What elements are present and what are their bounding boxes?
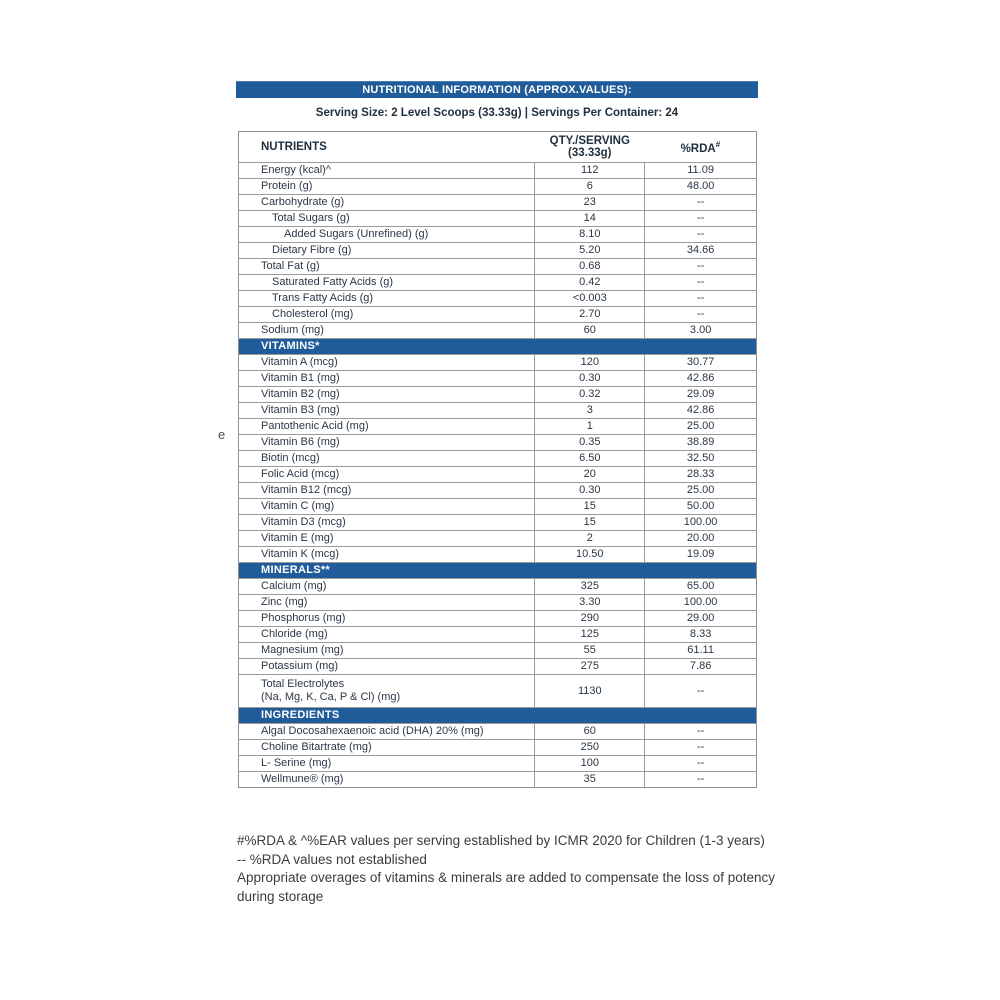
table-row bbox=[239, 163, 757, 179]
row-rda: 38.89 bbox=[645, 435, 757, 451]
table-row bbox=[239, 243, 757, 259]
row-rda: 29.00 bbox=[645, 611, 757, 627]
row-rda: 30.77 bbox=[645, 355, 757, 371]
rda-header-superscript: # bbox=[715, 139, 721, 149]
table-row bbox=[239, 467, 757, 483]
row-rda: -- bbox=[645, 275, 757, 291]
table-row bbox=[239, 740, 757, 756]
row-label: Vitamin C (mg) bbox=[239, 499, 535, 515]
row-qty: 112 bbox=[535, 163, 645, 179]
row-rda: 34.66 bbox=[645, 243, 757, 259]
row-qty: 125 bbox=[535, 627, 645, 643]
table-row bbox=[239, 419, 757, 435]
table-row bbox=[239, 275, 757, 291]
banner-title: NUTRITIONAL INFORMATION (APPROX.VALUES): bbox=[362, 84, 632, 96]
table-row bbox=[239, 531, 757, 547]
row-label: Cholesterol (mg) bbox=[239, 307, 535, 323]
row-label: Trans Fatty Acids (g) bbox=[239, 291, 535, 307]
row-rda: 61.11 bbox=[645, 643, 757, 659]
table-row bbox=[239, 515, 757, 531]
table-row bbox=[239, 579, 757, 595]
nutrition-table bbox=[238, 131, 757, 788]
table-header-row bbox=[239, 132, 757, 163]
row-label-line1: Total Electrolytes bbox=[261, 678, 345, 691]
footnote-overages: Appropriate overages of vitamins & minerals are added to compensate the loss of potency during storage bbox=[237, 870, 776, 904]
row-label: L- Serine (mg) bbox=[239, 756, 535, 772]
row-rda: -- bbox=[645, 211, 757, 227]
section-row bbox=[239, 708, 757, 724]
row-rda: 20.00 bbox=[645, 531, 757, 547]
table-row bbox=[239, 403, 757, 419]
row-qty: 3.30 bbox=[535, 595, 645, 611]
nutrition-table-container bbox=[238, 131, 757, 788]
row-rda: 11.09 bbox=[645, 163, 757, 179]
table-row bbox=[239, 499, 757, 515]
row-label: Wellmune® (mg) bbox=[239, 772, 535, 788]
table-row bbox=[239, 211, 757, 227]
table-row bbox=[239, 259, 757, 275]
row-rda: 50.00 bbox=[645, 499, 757, 515]
row-qty: 0.32 bbox=[535, 387, 645, 403]
row-label: Chloride (mg) bbox=[239, 627, 535, 643]
nutritional-info-banner bbox=[236, 81, 758, 98]
row-label: Protein (g) bbox=[239, 179, 535, 195]
row-label: Vitamin B2 (mg) bbox=[239, 387, 535, 403]
row-qty: 0.68 bbox=[535, 259, 645, 275]
table-row bbox=[239, 371, 757, 387]
row-qty: 10.50 bbox=[535, 547, 645, 563]
row-label: Carbohydrate (g) bbox=[239, 195, 535, 211]
row-qty: 55 bbox=[535, 643, 645, 659]
row-qty: 8.10 bbox=[535, 227, 645, 243]
table-row bbox=[239, 387, 757, 403]
row-qty: 60 bbox=[535, 323, 645, 339]
table-row bbox=[239, 659, 757, 675]
row-qty: 0.35 bbox=[535, 435, 645, 451]
row-label: Phosphorus (mg) bbox=[239, 611, 535, 627]
row-qty: 100 bbox=[535, 756, 645, 772]
row-rda: -- bbox=[645, 740, 757, 756]
row-qty: 290 bbox=[535, 611, 645, 627]
table-row bbox=[239, 611, 757, 627]
nutrition-table-body bbox=[239, 163, 757, 788]
row-rda: 25.00 bbox=[645, 483, 757, 499]
table-row bbox=[239, 595, 757, 611]
row-qty: 6 bbox=[535, 179, 645, 195]
row-qty: 3 bbox=[535, 403, 645, 419]
table-row bbox=[239, 724, 757, 740]
row-label: Dietary Fibre (g) bbox=[239, 243, 535, 259]
row-rda: 3.00 bbox=[645, 323, 757, 339]
row-label: Zinc (mg) bbox=[239, 595, 535, 611]
row-rda: -- bbox=[645, 756, 757, 772]
row-qty: 2 bbox=[535, 531, 645, 547]
table-row bbox=[239, 307, 757, 323]
row-rda: -- bbox=[645, 195, 757, 211]
table-row bbox=[239, 643, 757, 659]
row-rda: -- bbox=[645, 675, 757, 708]
row-label-line2: (Na, Mg, K, Ca, P & Cl) (mg) bbox=[261, 691, 401, 703]
row-qty: 0.30 bbox=[535, 483, 645, 499]
table-row bbox=[239, 195, 757, 211]
column-header-nutrients: NUTRIENTS bbox=[261, 141, 327, 153]
footnotes-block bbox=[237, 832, 789, 907]
row-label: Vitamin K (mcg) bbox=[239, 547, 535, 563]
row-rda: 29.09 bbox=[645, 387, 757, 403]
row-rda: 25.00 bbox=[645, 419, 757, 435]
section-header: VITAMINS* bbox=[239, 339, 757, 355]
section-row bbox=[239, 563, 757, 579]
row-qty: 15 bbox=[535, 515, 645, 531]
section-header: INGREDIENTS bbox=[239, 708, 757, 724]
serving-size-line: Serving Size: 2 Level Scoops (33.33g) | Servings Per Container: 24 bbox=[315, 107, 679, 119]
table-row bbox=[239, 547, 757, 563]
table-row bbox=[239, 179, 757, 195]
row-rda: -- bbox=[645, 307, 757, 323]
table-row bbox=[239, 227, 757, 243]
row-qty: <0.003 bbox=[535, 291, 645, 307]
row-label: Calcium (mg) bbox=[239, 579, 535, 595]
table-row bbox=[239, 675, 757, 708]
row-qty: 0.42 bbox=[535, 275, 645, 291]
row-label: Vitamin E (mg) bbox=[239, 531, 535, 547]
row-label: Sodium (mg) bbox=[239, 323, 535, 339]
row-rda: 100.00 bbox=[645, 515, 757, 531]
row-label bbox=[239, 675, 535, 708]
row-rda: 32.50 bbox=[645, 451, 757, 467]
table-row bbox=[239, 756, 757, 772]
edge-text-artifact: e bbox=[218, 427, 226, 442]
row-rda: -- bbox=[645, 772, 757, 788]
row-qty: 23 bbox=[535, 195, 645, 211]
row-label: Pantothenic Acid (mg) bbox=[239, 419, 535, 435]
row-rda: 7.86 bbox=[645, 659, 757, 675]
section-row bbox=[239, 339, 757, 355]
column-header-rda bbox=[645, 132, 757, 163]
table-row bbox=[239, 451, 757, 467]
row-rda: 48.00 bbox=[645, 179, 757, 195]
row-qty: 2.70 bbox=[535, 307, 645, 323]
row-label: Biotin (mcg) bbox=[239, 451, 535, 467]
row-label: Vitamin D3 (mcg) bbox=[239, 515, 535, 531]
row-qty: 1130 bbox=[535, 675, 645, 708]
row-qty: 35 bbox=[535, 772, 645, 788]
row-qty: 250 bbox=[535, 740, 645, 756]
row-rda: -- bbox=[645, 227, 757, 243]
row-qty: 5.20 bbox=[535, 243, 645, 259]
row-qty: 275 bbox=[535, 659, 645, 675]
table-row bbox=[239, 627, 757, 643]
row-rda: 100.00 bbox=[645, 595, 757, 611]
row-label: Vitamin B3 (mg) bbox=[239, 403, 535, 419]
row-label: Vitamin A (mcg) bbox=[239, 355, 535, 371]
table-row bbox=[239, 323, 757, 339]
row-rda: 42.86 bbox=[645, 403, 757, 419]
row-rda: 42.86 bbox=[645, 371, 757, 387]
table-row bbox=[239, 435, 757, 451]
row-rda: 8.33 bbox=[645, 627, 757, 643]
row-label: Total Fat (g) bbox=[239, 259, 535, 275]
footnote-not-established: -- %RDA values not established bbox=[237, 851, 427, 867]
row-rda: 19.09 bbox=[645, 547, 757, 563]
rda-header-text: %RDA bbox=[680, 142, 716, 155]
row-qty: 120 bbox=[535, 355, 645, 371]
row-qty: 0.30 bbox=[535, 371, 645, 387]
row-rda: -- bbox=[645, 724, 757, 740]
row-qty: 325 bbox=[535, 579, 645, 595]
row-label: Magnesium (mg) bbox=[239, 643, 535, 659]
row-qty: 14 bbox=[535, 211, 645, 227]
row-label: Vitamin B6 (mg) bbox=[239, 435, 535, 451]
row-qty: 1 bbox=[535, 419, 645, 435]
row-label: Potassium (mg) bbox=[239, 659, 535, 675]
row-rda: 28.33 bbox=[645, 467, 757, 483]
row-label: Algal Docosahexaenoic acid (DHA) 20% (mg) bbox=[239, 724, 535, 740]
section-header: MINERALS** bbox=[239, 563, 757, 579]
column-header-qty-serving: QTY./SERVING (33.33g) bbox=[549, 135, 630, 159]
row-label: Folic Acid (mcg) bbox=[239, 467, 535, 483]
row-label: Vitamin B1 (mg) bbox=[239, 371, 535, 387]
row-label: Saturated Fatty Acids (g) bbox=[239, 275, 535, 291]
table-row bbox=[239, 772, 757, 788]
row-qty: 20 bbox=[535, 467, 645, 483]
row-rda: -- bbox=[645, 291, 757, 307]
row-qty: 15 bbox=[535, 499, 645, 515]
row-rda: -- bbox=[645, 259, 757, 275]
footnote-rda-ear: #%RDA & ^%EAR values per serving established by ICMR 2020 for Children (1-3 years) bbox=[237, 833, 765, 848]
row-label: Vitamin B12 (mcg) bbox=[239, 483, 535, 499]
table-row bbox=[239, 291, 757, 307]
table-row bbox=[239, 483, 757, 499]
row-label: Total Sugars (g) bbox=[239, 211, 535, 227]
row-label: Added Sugars (Unrefined) (g) bbox=[239, 227, 535, 243]
table-row bbox=[239, 355, 757, 371]
row-label: Energy (kcal)^ bbox=[239, 163, 535, 179]
row-label: Choline Bitartrate (mg) bbox=[239, 740, 535, 756]
row-qty: 6.50 bbox=[535, 451, 645, 467]
row-rda: 65.00 bbox=[645, 579, 757, 595]
row-qty: 60 bbox=[535, 724, 645, 740]
